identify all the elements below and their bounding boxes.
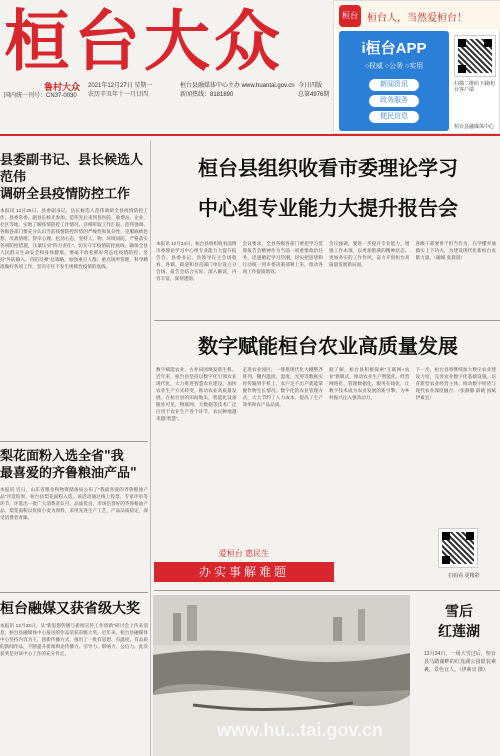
second-story-body <box>156 366 496 544</box>
lead-story-title-line1: 桓台县组织收看市委理论学习 <box>198 156 458 180</box>
app-icon: 桓台 <box>339 5 361 27</box>
total-issue: 总第4976期 <box>298 92 330 98</box>
snow-title-line2: 红莲湖 <box>438 624 480 640</box>
story-flour-body: 本报讯 近日，山东省粮食和物资储备局公布了"我最喜爱的齐鲁粮油产品"评选结果，桓台县梨花面粉入选。该活动通过线上投票、专家评审等环节，评选出一批广大消费者认可、品质优良、市场信誉好的齐鲁粮油产品。梨花面粉以优质小麦为原料，采用先进生产工艺，产品品质稳定，深受消费者青睐。 <box>0 487 148 520</box>
story-fanwei-body: 本报讯 12月25日，县委副书记、县长候选人范伟调研全县疫情防控工作，县委常委、副县长杨光参加。范伟先后来到县医院、收费站、企业、社区等地，实地了解疫情防控工作情况，详细听取工作汇报。范伟强调，各级各部门要充分认识当前疫情防控形势的严峻性和复杂性，克服麻痹思想、厌战情绪、侥幸心理、松劲心态，坚持人、物、环境同防，严格落实各项防控措施，压紧压实"四方责任"，切实守牢疫情防控底线，确保全县人民群众生命安全和身体健康。要毫不放松抓好常态化疫情防控，坚持"外防输入、内防反弹"总策略，加强重点人群、重点场所管理，科学精准做好各项工作，坚决守住不发生规模性疫情的底线。 <box>0 208 148 269</box>
lunar-date: 农历辛丑年十一月廿四 <box>88 92 149 98</box>
lead-story-title-line2: 中心组专业能力大提升报告会 <box>198 196 458 220</box>
app-pill-news: 新闻资讯 <box>369 79 419 91</box>
lead-story-col1: 本报讯 12月24日，桓台县组织收看淄博市委理论学习中心组专业能力大提升报告会。县委书记、县领导在主会场收看，各镇、街道和县直部门单位设立分会场。报告会结合实际，深入解读，内容丰富，深刻透彻。 <box>156 241 237 281</box>
app-pill-gov: 政务服务 <box>369 95 419 107</box>
app-slogan: 桓台人，当然爱桓台！ <box>367 13 467 24</box>
lead-story-col3: 会议强调，要进一步提升专业能力，增强工作本领，以更加饱满的精神状态、更加务实的工作作风，奋力开创桓台高质量发展新局面。 <box>329 241 410 267</box>
banner-main-text: 办实事解难题 <box>154 562 334 582</box>
snow-caption: 12月24日，一场大雪过后，桓台县马踏湖畔的红莲湖公园银装素裹，景色宜人。（伊素宜 摄） <box>424 651 496 673</box>
second-story-byline: （张静静 薛晓 国斌 伊素宜） <box>415 388 496 400</box>
left-column <box>0 140 148 756</box>
lead-story-body <box>156 240 496 316</box>
website: 桓台县融媒体中心主办 www.huantai.gov.cn <box>180 83 295 89</box>
lead-story-col4: 各级干部要勇于担当作为，在学懂弄通做实上下功夫，为建设现代化新桓台贡献力量。（融媒 张晨晨） <box>415 241 496 260</box>
banner-top-text: 爱桓台 惠民生 <box>218 549 270 558</box>
second-story-col2: 走进农业园区，一排排现代化大棚整齐排列，棚内温度、湿度、光照等数据实时传输到手机上，农户足不出户就能掌握作物生长情况。数字化的农业管理方式，大大节约了人力成本，提高了生产效率和农产品品质。 <box>242 367 323 407</box>
snow-title-line1: 雪后 <box>445 604 473 620</box>
headline-flour-line2: 最喜爱的齐鲁粮油产品" <box>0 466 137 481</box>
second-story-col3: 据了解，桓台县积极探索"互联网+农业"新模式，推动农业生产智能化、经营网络化、管理数据化、服务在线化，让数字技术成为农业发展的新引擎，为乡村振兴注入强劲动力。 <box>329 367 410 400</box>
snow-title <box>424 602 494 642</box>
app-panel <box>339 31 449 131</box>
hotline: 新闻热线：8181890 <box>180 92 234 98</box>
masthead-divider <box>0 134 500 136</box>
lead-story-byline: （融媒 张晨晨） <box>433 255 466 260</box>
masthead-logo: 鲁村大众 <box>44 83 81 93</box>
issn-line: 国内统一刊号：CN37-0030 <box>4 93 77 99</box>
issue-pages: 今日四版 <box>298 83 323 89</box>
app-name: i桓台APP <box>361 40 427 57</box>
headline-fanwei-line2: 调研全县疫情防控工作 <box>0 187 131 202</box>
app-tags: ○权威 ○公务 ○实用 <box>364 63 424 70</box>
headline-media-award: 桓台融媒又获省级大奖 <box>0 601 140 617</box>
app-promo-box <box>333 0 500 134</box>
app-caption: 扫描二维码下载i桓台客户端 <box>454 81 496 93</box>
app-qr-code[interactable] <box>454 35 496 77</box>
article-qr-code[interactable] <box>438 528 478 568</box>
story-media-body: 本报讯 12月23日，从"新思想传播与新闻宣传工作创新"研讨会上传来消息，桓台县融媒体中心报送的作品荣获省级大奖。近年来，桓台县融媒体中心坚持内容为王，创新传播方式，推出了一批有思想、有温度、有品质的新闻作品，不断提升新闻舆论传播力、引导力、影响力、公信力。此次获奖是对该中心工作的充分肯定。 <box>0 623 148 656</box>
second-story-title: 数字赋能桓台农业高质量发展 <box>198 334 458 358</box>
headline-fanwei-line1: 县委副书记、县长候选人范伟 <box>0 153 144 185</box>
app-pill-info: 便民信息 <box>369 111 419 123</box>
masthead-title: 桓台大众 <box>4 2 284 80</box>
banner <box>154 548 334 584</box>
watermark: www.hu...tai.gov.cn <box>216 720 383 740</box>
article-qr-caption: 扫码看 更精彩 <box>448 573 480 579</box>
lead-story-col2: 会议要求，全县各级各部门要把学习贯彻报告会精神作为当前一项重要政治任务，迅速掀起学习热潮，切实把思想和行动统一到市委决策部署上来，推动各项工作提质增效。 <box>242 241 323 274</box>
app-promo-header <box>334 1 500 29</box>
second-story-col1: 数字赋能农业，古朴田园焕发新生机。近年来，桓台县坚持以数字化引领农业现代化，大力推进智慧农业建设，加快农业生产方式转变，推动农业高质量发展。在桓台县的田间地头，智能化设备随处可见，物联网、大数据等技术广泛应用于农业生产各个环节，农民种地越来越"智慧"。 <box>156 367 237 421</box>
second-story-col4: 下一步，桓台县将继续加大数字农业建设力度，完善农业数字化基础设施，培育新型农业经营主体，推动数字经济与现代农业深度融合。（张静静 薛晓 国斌 伊素宜） <box>415 367 496 400</box>
app-footer: 桓台县融媒体中心 <box>454 124 495 130</box>
headline-flour-line1: 梨花面粉入选全省"我 <box>0 449 124 464</box>
date-line: 2021年12月27日 星期一 <box>88 83 153 89</box>
